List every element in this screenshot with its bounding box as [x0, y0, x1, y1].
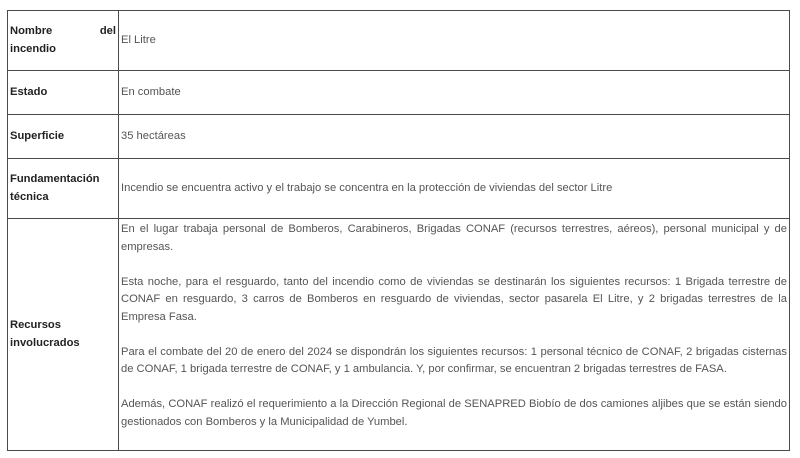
row-value-fundamentacion: Incendio se encuentra activo y el trabajo se concentra en la protección de viviendas del sector Litre — [119, 159, 790, 219]
row-label-nombre — [8, 11, 119, 71]
row-value-estado: En combate — [119, 71, 790, 115]
table-row-nombre — [8, 11, 790, 71]
resources-paragraph: En el lugar trabaja personal de Bomberos, Carabineros, Brigadas CONAF (recursos terrestres, aéreos), personal municipal y de empresas. — [121, 223, 787, 253]
label-text: del — [99, 25, 116, 37]
label-text: involucrados — [10, 336, 80, 349]
table-row-estado — [8, 71, 790, 115]
resources-paragraph: Esta noche, para el resguardo, tanto del incendio como de viviendas se destinarán los siguientes recursos: 1 Brigada terrestre de CONAF en resguardo, 3 carros de Bomberos en resguardo de viviendas, sector pasarela El Litre, y 2 brigadas terrestres de la Empresa Fasa. — [121, 275, 787, 323]
row-label-superficie: Superficie — [8, 115, 119, 159]
row-label-recursos — [8, 219, 119, 451]
row-value-nombre: El Litre — [119, 11, 790, 71]
table-row-fundamentacion — [8, 159, 790, 219]
label-text: técnica — [10, 190, 49, 203]
row-label-fundamentacion — [8, 159, 119, 219]
label-text: incendio — [10, 42, 56, 55]
row-value-superficie: 35 hectáreas — [119, 115, 790, 159]
table-row-recursos — [8, 219, 790, 451]
label-text: Fundamentación — [10, 173, 100, 185]
label-text: Recursos — [10, 319, 61, 331]
table-row-superficie — [8, 115, 790, 159]
row-label-estado: Estado — [8, 71, 119, 115]
resources-paragraph: Además, CONAF realizó el requerimiento a la Dirección Regional de SENAPRED Biobío de dos camiones aljibes que se están siendo gestionados con Bomberos y la Municipalidad de Yumbel. — [121, 398, 787, 428]
row-value-recursos — [119, 219, 790, 451]
label-text: Nombre — [10, 25, 53, 37]
incident-report-table — [7, 10, 790, 451]
resources-paragraph: Para el combate del 20 de enero del 2024 se dispondrán los siguientes recursos: 1 personal técnico de CONAF, 2 brigadas cisternas de CONAF, 1 brigada terrestre de CONAF, y 1 ambulancia. Y, por confirmar, se encuentran 2 brigadas terrestres de FASA. — [121, 345, 787, 375]
